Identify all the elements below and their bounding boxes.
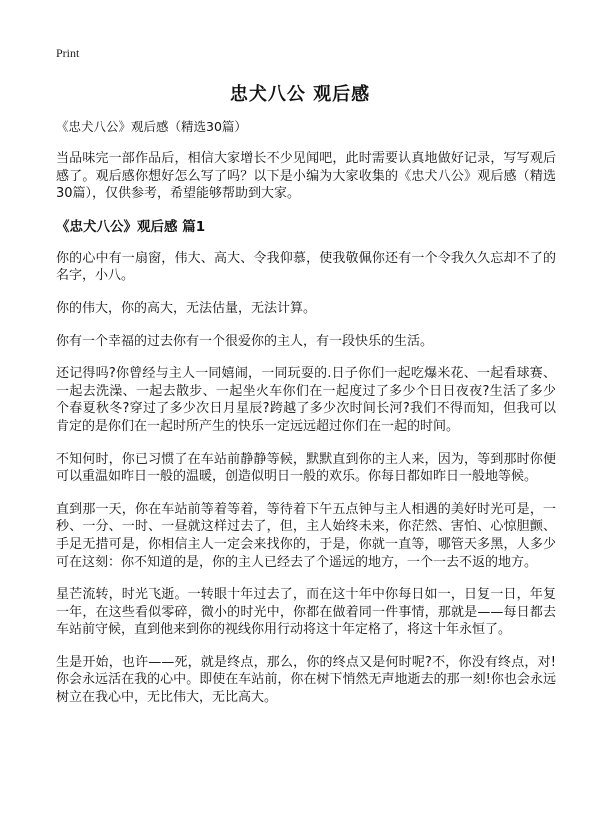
- paragraph: 直到那一天，你在车站前等着等着，等待着下午五点钟与主人相遇的美好时光可是，一秒、一分、一时、一昼就这样过去了，但，主人始终未来，你茫然、害怕、心惊胆颤、手足无措可是，你相信主人一定会来找你的，于是，你就一直等，哪管天多黑，人多少可在这刻：你不知道的是，你的主人已经去了个遥远的地方，一个一去不返的地方。: [56, 501, 556, 570]
- paragraph: 不知何时，你已习惯了在车站前静静等候，默默直到你的主人来，因为，等到那时你便可以重温如昨日一般的温暖，创造似明日一般的欢乐。你每日都如昨日一般地等候。: [56, 451, 556, 485]
- page-title: 忠犬八公 观后感: [229, 84, 371, 105]
- section-heading: 《忠犬八公》观后感 篇1: [56, 218, 206, 235]
- paragraph: 你的心中有一扇窗，伟大、高大、令我仰慕，使我敬佩你还有一个令我久久忘却不了的名字，小八。: [56, 250, 556, 284]
- paragraph: 你的伟大，你的高大，无法估量，无法计算。: [56, 300, 317, 316]
- intro-paragraph: 当品味完一部作品后，相信大家增长不少见闻吧，此时需要认真地做好记录，写写观后感了。观后感你想好怎么写了吗？以下是小编为大家收集的《忠犬八公》观后感（精选30篇），仅供参考，希望能够帮助到大家。: [56, 151, 556, 202]
- print-link[interactable]: Print: [56, 46, 80, 60]
- paragraph: 还记得吗?你曾经与主人一同嬉闹，一同玩耍的.日子你们一起吃爆米花、一起看球赛、一起去洗澡、一起去散步、一起坐火车你们在一起度过了多少个日日夜夜?生活了多少个春夏秋冬?穿过了多少次日月星辰?跨越了多少次时间长河?我们不得而知，但我可以肯定的是你们在一起时所产生的快乐一定远远超过你们在一起的时间。: [56, 366, 556, 434]
- article-body: [56, 118, 556, 722]
- paragraph: 生是开始，也许——死，就是终点，那么，你的终点又是何时呢?不，你没有终点，对!你会永远活在我的心中。即使在车站前，你在树下悄然无声地逝去的那一刻!你也会永远树立在我心中，无比伟大，无比高大。: [56, 654, 556, 706]
- article-subtitle: 《忠犬八公》观后感（精选30篇）: [56, 119, 247, 134]
- paragraph: 你有一个幸福的过去你有一个很爱你的主人，有一段快乐的生活。: [56, 333, 434, 349]
- paragraph: 星芒流转，时光飞逝。一转眼十年过去了，而在这十年中你每日如一，日复一日，年复一年，在这些看似零碎，微小的时光中，你都在做着同一件事情，那就是——每日都去车站前守候，直到他来到你的视线你用行动将这十年定格了，将这十年永恒了。: [56, 587, 556, 638]
